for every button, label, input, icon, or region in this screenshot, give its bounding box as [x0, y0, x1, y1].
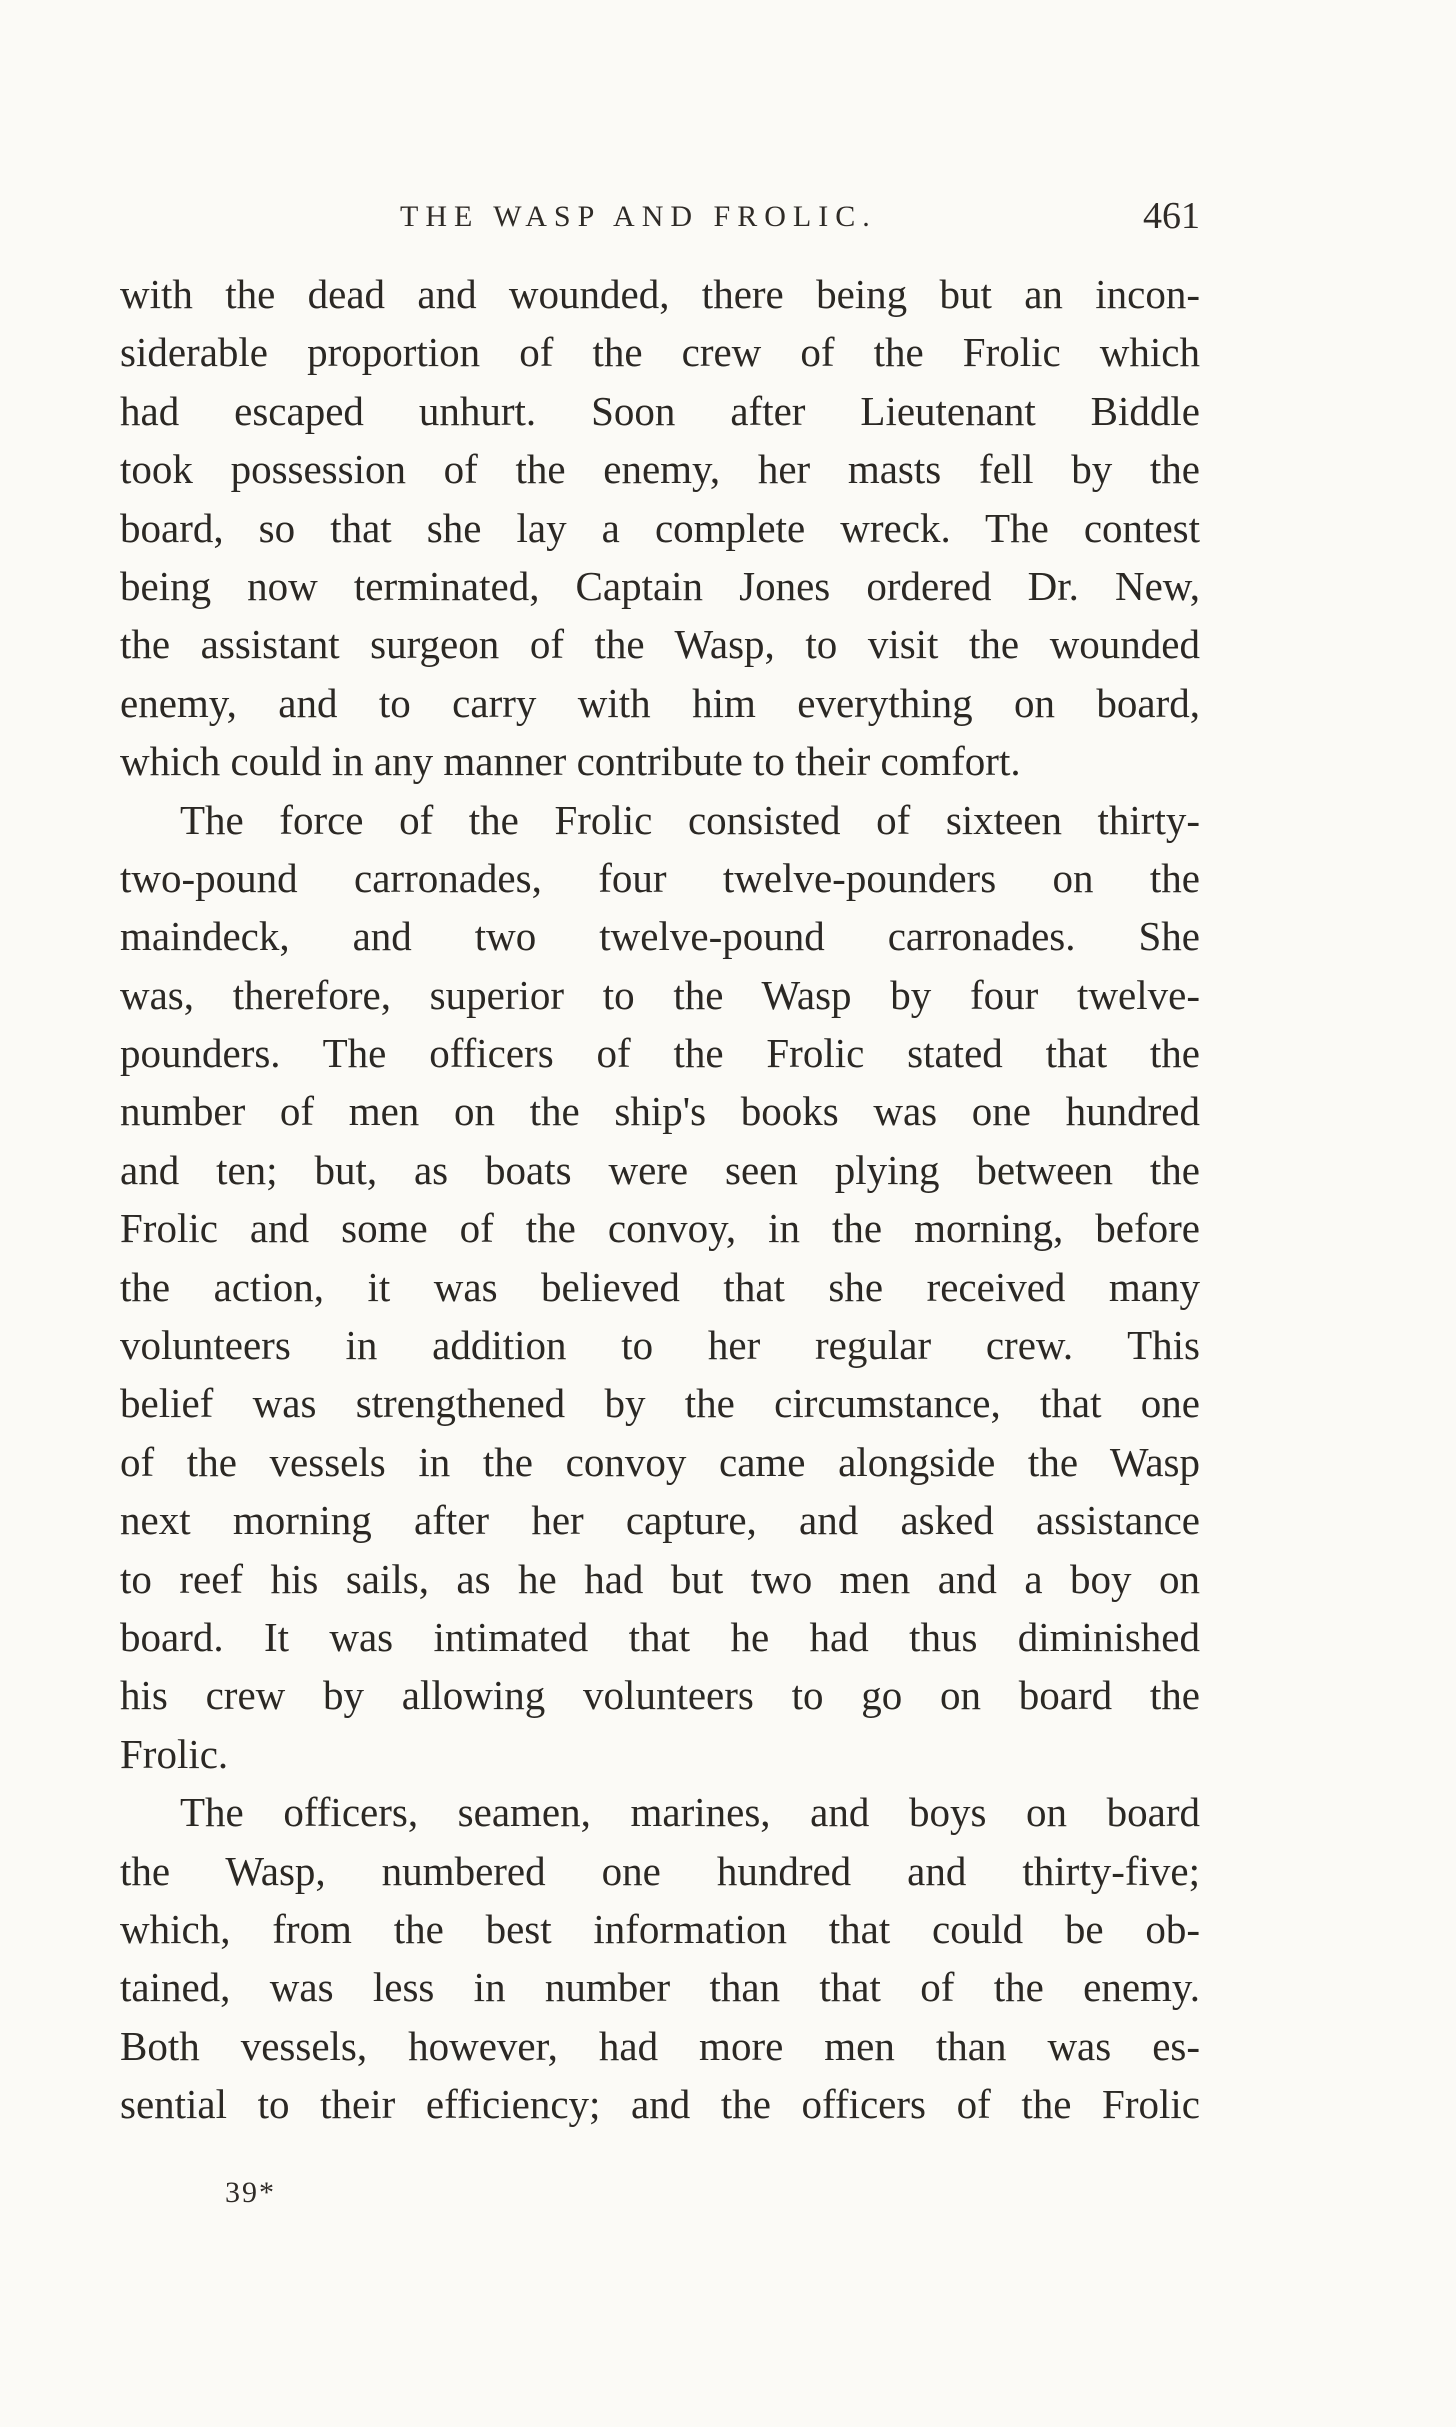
text-line: had escaped unhurt. Soon after Lieutenant Biddle: [120, 387, 1200, 434]
text-line: The officers, seamen, marines, and boys on board: [180, 1789, 1200, 1836]
text-line: which could in any manner contribute to their comfort.: [120, 738, 1021, 785]
text-line: the action, it was believed that she received many: [120, 1263, 1200, 1310]
text-line: number of men on the ship's books was one hundred: [120, 1088, 1200, 1135]
text-line: pounders. The officers of the Frolic stated that the: [120, 1030, 1200, 1077]
text-line: of the vessels in the convoy came alongside the Wasp: [120, 1438, 1200, 1485]
page-number: 461: [1143, 195, 1200, 237]
text-line: the Wasp, numbered one hundred and thirty-five;: [120, 1847, 1200, 1894]
text-line: tained, was less in number than that of the enemy.: [120, 1964, 1200, 2011]
text-line: belief was strengthened by the circumstance, that one: [120, 1380, 1200, 1427]
running-title: THE WASP AND FROLIC.: [400, 200, 877, 233]
text-line: his crew by allowing volunteers to go on board the: [120, 1672, 1200, 1719]
body-text: [120, 265, 1200, 2134]
text-line: next morning after her capture, and asked assistance: [120, 1497, 1200, 1544]
text-line: which, from the best information that could be ob-: [120, 1905, 1200, 1952]
text-line: Frolic and some of the convoy, in the morning, before: [120, 1205, 1200, 1252]
text-line: enemy, and to carry with him everything on board,: [120, 679, 1200, 726]
text-line: siderable proportion of the crew of the Frolic which: [120, 329, 1200, 376]
text-line: board, so that she lay a complete wreck. The contest: [120, 504, 1200, 551]
signature-mark: 39*: [225, 2176, 276, 2209]
text-line: volunteers in addition to her regular crew. This: [120, 1322, 1200, 1369]
text-line: board. It was intimated that he had thus diminished: [120, 1613, 1200, 1660]
running-head: [120, 195, 1200, 260]
text-line: The force of the Frolic consisted of sixteen thirty-: [180, 796, 1200, 843]
text-line: the assistant surgeon of the Wasp, to visit the wounded: [120, 621, 1200, 668]
text-line: sential to their efficiency; and the officers of the Frolic: [120, 2081, 1200, 2128]
text-line: was, therefore, superior to the Wasp by four twelve-: [120, 971, 1200, 1018]
text-line: and ten; but, as boats were seen plying between the: [120, 1146, 1200, 1193]
text-line: with the dead and wounded, there being but an incon-: [120, 271, 1200, 317]
text-line: two-pound carronades, four twelve-pounders on the: [120, 854, 1200, 901]
text-line: being now terminated, Captain Jones ordered Dr. New,: [120, 562, 1200, 609]
text-line: Frolic.: [120, 1730, 229, 1777]
text-line: took possession of the enemy, her masts fell by the: [120, 446, 1200, 493]
text-line: Both vessels, however, had more men than was es-: [120, 2022, 1200, 2069]
text-line: to reef his sails, as he had but two men and a boy on: [120, 1555, 1200, 1602]
text-line: maindeck, and two twelve-pound carronades. She: [120, 913, 1200, 960]
